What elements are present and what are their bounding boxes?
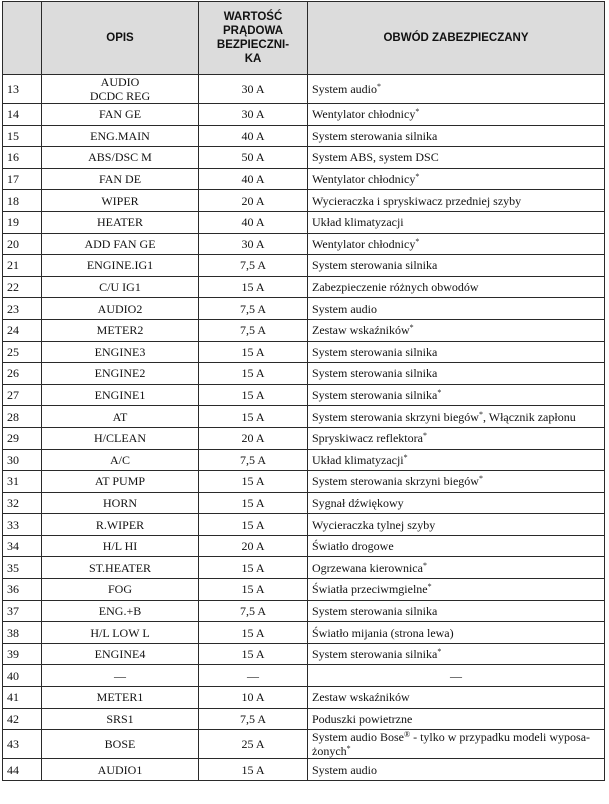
fuse-description: METER2 [42,319,199,341]
fuse-rating: 15 A [199,276,308,298]
fuse-number: 37 [3,600,42,622]
fuse-rating: 40 A [199,211,308,233]
footnote-mark: * [437,388,442,398]
fuse-description: ABS/DSC M [42,147,199,169]
protected-circuit [308,75,605,104]
circuit-text: System audio [312,301,377,316]
circuit-text: Układ klimatyzacji [312,215,404,230]
footnote-mark: * [415,236,420,246]
fuse-rating: 7,5 A [199,319,308,341]
fuse-number: 36 [3,579,42,601]
protected-circuit [308,319,605,341]
footnote-mark: * [346,744,351,754]
protected-circuit [308,708,605,730]
protected-circuit [308,579,605,601]
fuse-rating: 40 A [199,125,308,147]
protected-circuit [308,233,605,255]
fuse-description: ENG.MAIN [42,125,199,147]
footnote-mark: * [409,323,414,333]
table-row [3,341,605,363]
fuse-description: METER1 [42,687,199,709]
fuse-number: 33 [3,514,42,536]
protected-circuit [308,665,605,687]
table-row [3,687,605,709]
protected-circuit [308,104,605,126]
fuse-description: BOSE [42,730,199,759]
circuit-text: System sterowania silnika [312,647,438,662]
fuse-number: 30 [3,449,42,471]
fuse-description: HORN [42,492,199,514]
protected-circuit [308,363,605,385]
footnote-mark: * [437,647,442,657]
fuse-description: AUDIO2 [42,298,199,320]
circuit-text: Światła przeciwmgielne [312,582,428,597]
fuse-rating: 7,5 A [199,600,308,622]
circuit-text: Wentylator chłodnicy [312,236,416,251]
fuse-number: 16 [3,147,42,169]
table-row [3,406,605,428]
table-row [3,190,605,212]
fuse-rating: 7,5 A [199,298,308,320]
fuse-description: ENGINE4 [42,643,199,665]
protected-circuit [308,147,605,169]
protected-circuit [308,730,605,759]
fuse-description: ENG.+B [42,600,199,622]
circuit-text: Wycieraczka i spryskiwacz przedniej szyby [312,193,522,208]
table-row [3,730,605,759]
table-row [3,363,605,385]
fuse-number: 39 [3,643,42,665]
table-row [3,427,605,449]
protected-circuit [308,190,605,212]
fuse-rating: 15 A [199,579,308,601]
fuse-description: ENGINE1 [42,384,199,406]
protected-circuit [308,211,605,233]
table-row [3,622,605,644]
fuse-rating: 7,5 A [199,255,308,277]
fuse-rating: 15 A [199,341,308,363]
fuse-rating: 7,5 A [199,449,308,471]
footnote-mark: * [422,560,427,570]
protected-circuit [308,384,605,406]
footnote-mark: * [415,107,420,117]
circuit-text: System sterowania silnika [312,128,438,143]
protected-circuit [308,427,605,449]
fuse-description: AT PUMP [42,471,199,493]
fuse-rating: 15 A [199,363,308,385]
fuse-number: 15 [3,125,42,147]
table-row [3,147,605,169]
circuit-text: Zabezpieczenie różnych obwodów [312,280,479,295]
table-row [3,75,605,104]
circuit-text: System audio Bose [312,730,404,745]
table-row [3,211,605,233]
circuit-text: Światło drogowe [312,539,394,554]
fuse-description: ENGINE3 [42,341,199,363]
fuse-number: 14 [3,104,42,126]
circuit-text: System sterowania silnika [312,344,438,359]
circuit-text: Układ klimatyzacji [312,452,404,467]
circuit-text: System sterowania silnika [312,388,438,403]
circuit-text: Sygnał dźwiękowy [312,495,404,510]
fuse-description: H/L LOW L [42,622,199,644]
circuit-text: — [450,668,462,683]
fuse-number: 24 [3,319,42,341]
circuit-text: Spryskiwacz reflektora [312,431,423,446]
fuse-number: 32 [3,492,42,514]
fuse-rating: 30 A [199,104,308,126]
fuse-number: 23 [3,298,42,320]
fuse-description: ENGINE2 [42,363,199,385]
circuit-text: System sterowania silnika [312,366,438,381]
table-row [3,449,605,471]
protected-circuit [308,643,605,665]
circuit-text: System sterowania silnika [312,603,438,618]
fuse-number: 35 [3,557,42,579]
table-row [3,298,605,320]
fuse-rating: 20 A [199,190,308,212]
circuit-text: System sterowania skrzyni biegów [312,409,479,424]
table-row [3,319,605,341]
circuit-text: System sterowania skrzyni biegów [312,474,479,489]
table-row [3,557,605,579]
circuit-text-extra: - tylko w przypadku modeli wyposa- żonych [312,730,591,759]
fuse-rating: 15 A [199,514,308,536]
protected-circuit [308,276,605,298]
circuit-text: Zestaw wskaźników [312,323,410,338]
protected-circuit [308,125,605,147]
fuse-rating: 15 A [199,759,308,781]
fuse-description: ADD FAN GE [42,233,199,255]
table-row [3,514,605,536]
fuse-rating: 50 A [199,147,308,169]
fuse-description: H/L HI [42,535,199,557]
fuse-number: 17 [3,168,42,190]
fuse-description: FOG [42,579,199,601]
fuse-description: HEATER [42,211,199,233]
protected-circuit [308,168,605,190]
protected-circuit [308,492,605,514]
circuit-text: Światło mijania (strona lewa) [312,625,454,640]
table-row [3,665,605,687]
fuse-rating: 15 A [199,406,308,428]
footnote-mark: * [427,582,432,592]
table-row [3,384,605,406]
header-value: WARTOŚĆ PRĄDOWA BEZPIECZNI- KA [199,2,308,75]
table-row [3,168,605,190]
fuse-rating: 15 A [199,471,308,493]
circuit-text: System sterowania silnika [312,258,438,273]
fuse-number: 20 [3,233,42,255]
fuse-rating: 15 A [199,492,308,514]
table-row [3,708,605,730]
protected-circuit [308,687,605,709]
fuse-description: — [42,665,199,687]
fuse-description: A/C [42,449,199,471]
protected-circuit [308,600,605,622]
table-row [3,492,605,514]
fuse-number: 44 [3,759,42,781]
fuse-number: 22 [3,276,42,298]
fuse-rating: 15 A [199,557,308,579]
table-row [3,233,605,255]
circuit-text: Ogrzewana kierownica [312,560,423,575]
table-row [3,579,605,601]
fuse-number: 25 [3,341,42,363]
protected-circuit [308,514,605,536]
fuse-description: R.WIPER [42,514,199,536]
circuit-text: Wentylator chłodnicy [312,107,416,122]
fuse-number: 38 [3,622,42,644]
table-row [3,643,605,665]
circuit-text: Wycieraczka tylnej szyby [312,517,436,532]
protected-circuit [308,255,605,277]
protected-circuit [308,759,605,781]
fuse-description: H/CLEAN [42,427,199,449]
registered-mark: ® [404,730,411,740]
fuse-number: 31 [3,471,42,493]
table-row [3,125,605,147]
table-row [3,471,605,493]
fuse-rating: 30 A [199,75,308,104]
fuse-number: 34 [3,535,42,557]
table-row [3,535,605,557]
fuse-rating: 40 A [199,168,308,190]
fuse-description: ST.HEATER [42,557,199,579]
fuse-description: AUDIO1 [42,759,199,781]
fuse-rating: 7,5 A [199,708,308,730]
footnote-mark: * [403,452,408,462]
fuse-number: 28 [3,406,42,428]
table-row [3,600,605,622]
protected-circuit [308,535,605,557]
fuse-description: WIPER [42,190,199,212]
fuse-number: 43 [3,730,42,759]
footnote-mark: * [478,409,483,419]
header-circuit: OBWÓD ZABEZPIECZANY [308,2,605,75]
fuse-number: 19 [3,211,42,233]
circuit-text-extra: , Włącznik zapłonu [482,409,576,424]
circuit-text: Wentylator chłodnicy [312,172,416,187]
table-row [3,276,605,298]
footnote-mark: * [415,172,420,182]
fuse-number: 27 [3,384,42,406]
fuse-number: 21 [3,255,42,277]
fuse-description: SRS1 [42,708,199,730]
fuse-number: 29 [3,427,42,449]
circuit-text: System audio [312,762,377,777]
fuse-rating: 15 A [199,643,308,665]
protected-circuit [308,557,605,579]
fuse-rating: 25 A [199,730,308,759]
fuse-description: AUDIO DCDC REG [42,75,199,104]
protected-circuit [308,298,605,320]
fuse-number: 42 [3,708,42,730]
fuse-number: 18 [3,190,42,212]
table-row [3,759,605,781]
footnote-mark: * [422,431,427,441]
fuse-number: 41 [3,687,42,709]
fuse-rating: 30 A [199,233,308,255]
fuse-number: 40 [3,665,42,687]
header-number [3,2,42,75]
protected-circuit [308,449,605,471]
fuse-description: FAN GE [42,104,199,126]
fuse-table-body [3,75,605,781]
table-row [3,255,605,277]
fuse-number: 26 [3,363,42,385]
fuse-rating: 20 A [199,535,308,557]
protected-circuit [308,406,605,428]
circuit-text: System ABS, system DSC [312,150,439,165]
protected-circuit [308,471,605,493]
fuse-description: FAN DE [42,168,199,190]
circuit-text: Zestaw wskaźników [312,690,410,705]
fuse-description: C/U IG1 [42,276,199,298]
header-row [3,2,605,75]
fuse-rating: 15 A [199,622,308,644]
fuse-description: AT [42,406,199,428]
table-row [3,104,605,126]
fuse-number: 13 [3,75,42,104]
fuse-description: ENGINE.IG1 [42,255,199,277]
circuit-text: Poduszki powietrzne [312,711,413,726]
header-opis: OPIS [42,2,199,75]
protected-circuit [308,341,605,363]
protected-circuit [308,622,605,644]
fuse-rating: 20 A [199,427,308,449]
circuit-text: System audio [312,82,377,96]
fuse-rating: 10 A [199,687,308,709]
fuse-table [2,1,605,781]
fuse-rating: 15 A [199,384,308,406]
footnote-mark: * [478,474,483,484]
footnote-mark: * [377,82,381,91]
fuse-rating: — [199,665,308,687]
